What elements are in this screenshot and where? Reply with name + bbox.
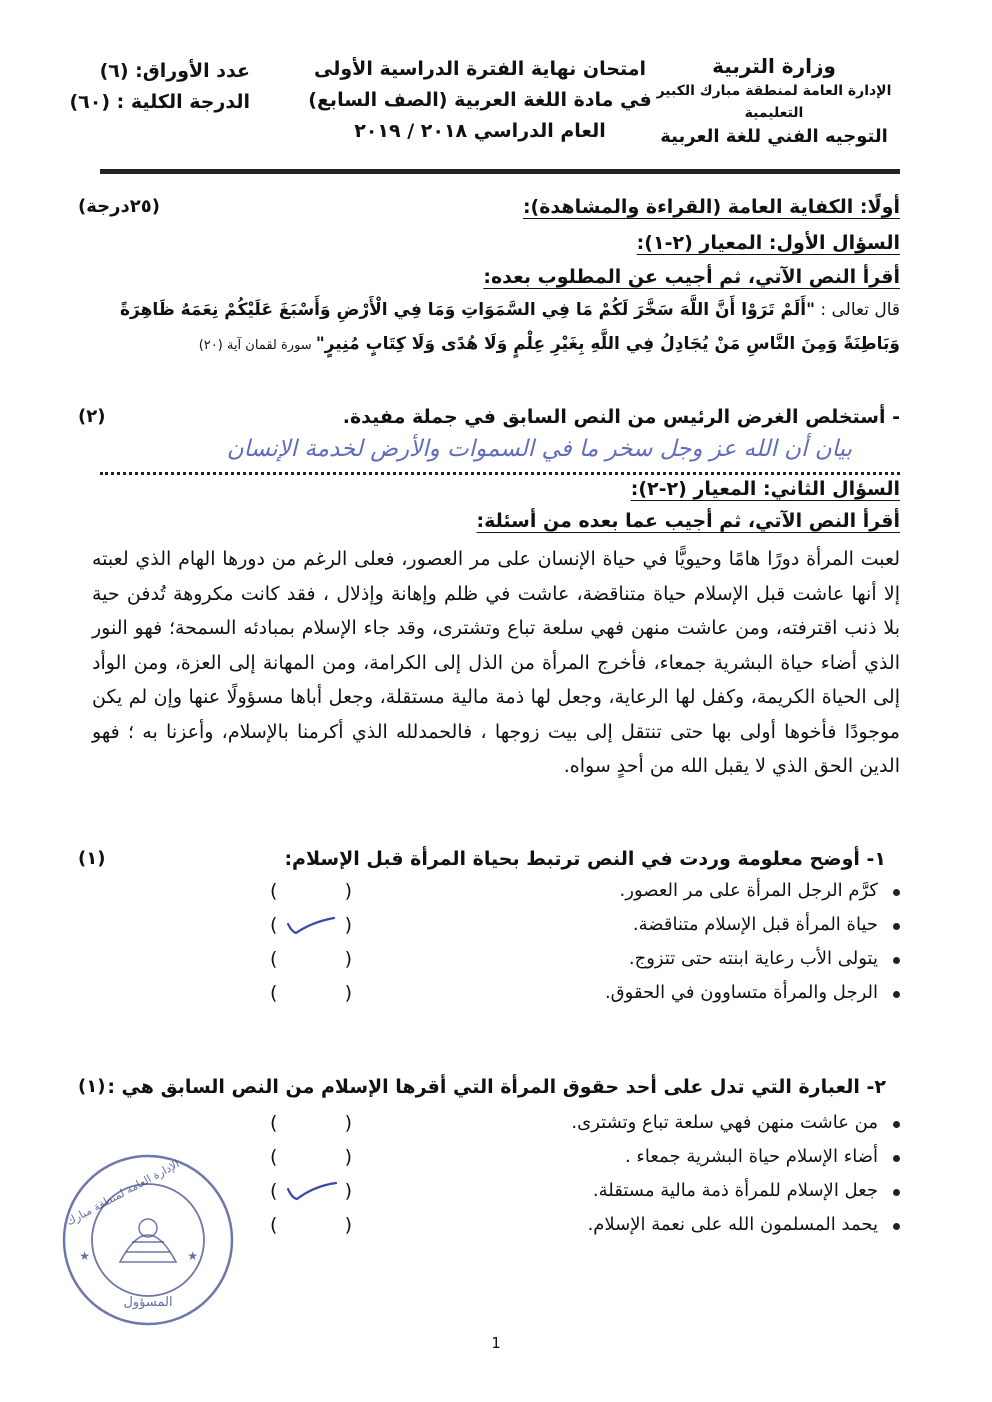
checkmark-icon (282, 1180, 340, 1202)
ministry-name: وزارة التربية (712, 54, 836, 78)
verse-source: سورة لقمان آية (٢٠) (198, 338, 316, 353)
svg-text:★: ★ (79, 1249, 90, 1263)
page-number: 1 (491, 1334, 501, 1352)
exam-title: امتحان نهاية الفترة الدراسية الأولى (314, 58, 646, 80)
item1-marks: (١) (78, 848, 106, 869)
section-marks: (٢٥درجة) (78, 196, 160, 217)
option-row: يحمد المسلمون الله على نعمة الإسلام. ( ) (80, 1208, 900, 1242)
question1-instruction: أقرأ النص الآتي، ثم أجيب عن المطلوب بعده: (483, 266, 900, 288)
option-text: يتولى الأب رعاية ابنته حتى تتزوج. (628, 948, 878, 969)
svg-text:الإدارة العامة لمنطقة مبارك: الإدارة العامة لمنطقة مبارك (64, 1157, 182, 1229)
option-text: حياة المرأة قبل الإسلام متناقضة. (632, 914, 878, 935)
option-text: الرجل والمرأة متساوون في الحقوق. (604, 982, 878, 1003)
option-row: يتولى الأب رعاية ابنته حتى تتزوج. ( ) (80, 942, 900, 976)
bullet (893, 889, 900, 896)
bullet (893, 1189, 900, 1196)
question1-title: السؤال الأول: المعيار (٢-١): (636, 232, 900, 254)
option-row: أضاء الإسلام حياة البشرية جمعاء . ( ) (80, 1140, 900, 1174)
item2-question: ٢- العبارة التي تدل على أحد حقوق المرأة التي أقرها الإسلام من النص السابق هي : (107, 1076, 886, 1098)
option-text: كرَّم الرجل المرأة على مر العصور. (619, 880, 878, 901)
option-text: جعل الإسلام للمرأة ذمة مالية مستقلة. (592, 1180, 878, 1201)
item1-options (80, 874, 900, 1010)
header-info-block (60, 56, 250, 118)
bullet (893, 1223, 900, 1230)
total-marks: الدرجة الكلية : (٦٠) (69, 91, 250, 113)
verse-text: "أَلَمْ تَرَوْا أَنَّ اللَّهَ سَخَّرَ لَكُمْ مَا فِي السَّمَوَاتِ وَمَا فِي الْأَرْضِ وَأَسْبَغَ عَلَيْكُمْ نِعَمَهُ ظَاهِرَةً وَبَاطِنَةً وَمِنَ النَّاسِ مَنْ يُجَادِلُ فِي اللَّهِ بِغَيْرِ عِلْمٍ وَلَا هُدًى وَلَا كِتَابٍ مُنِيرٍ" (119, 300, 900, 354)
official-stamp-icon (58, 1150, 238, 1330)
header-ministry-block (644, 52, 904, 150)
option-row: حياة المرأة قبل الإسلام متناقضة. ( ) (80, 908, 900, 942)
directorate-name: الإدارة العامة لمنطقة مبارك الكبير التعليمية (656, 83, 892, 121)
handwritten-answer: بيان أن الله عز وجل سخر ما في السموات والأرض لخدمة الإنسان (226, 436, 852, 462)
reading-passage: لعبت المرأة دورًا هامًا وحيويًّا في حياة الإنسان على مر العصور، فعلى الرغم من دورها الهام الذي لعبته إلا أنها عاشت قبل الإسلام حياة متناقضة، عاشت في ظلم وإهانة وإذلال ، فقد كانت مكروهة تُدفن حية بلا ذنب اقترفته، ومن عاشت منهن فهي سلعة تباع وتشترى، وقد جاء الإسلام بمبادئه السمحة؛ فهو النور الذي أضاء حياة البشرية جمعاء، فأخرج المرأة من الذل إلى الكرامة، ومن المهانة إلى العزة، ومن الوأد إلى الحياة الكريمة، وكفل لها الرعاية، وجعل لها ذمة مالية مستقلة، وجعل أباها مسؤولًا عنها وإن لم يكن موجودًا فأخوها أولى بها حتى تنتقل إلى بيت زوجها ، فالحمدلله الذي أكرمنا بالإسلام، وأعزنا به ؛ فهو الدين الحق الذي لا يقبل الله من أحدٍ سواه. (92, 548, 900, 777)
bullet (893, 923, 900, 930)
exam-subject: في مادة اللغة العربية (الصف السابع) (308, 89, 652, 111)
option-text: أضاء الإسلام حياة البشرية جمعاء . (624, 1146, 878, 1167)
option-row: جعل الإسلام للمرأة ذمة مالية مستقلة. ( ) (80, 1174, 900, 1208)
item1-question: ١- أوضح معلومة وردت في النص ترتبط بحياة المرأة قبل الإسلام: (284, 848, 886, 870)
bullet (893, 1121, 900, 1128)
option-text: من عاشت منهن فهي سلعة تباع وتشترى. (571, 1112, 878, 1133)
question2-instruction: أقرأ النص الآتي، ثم أجيب عما بعده من أسئلة: (476, 510, 900, 532)
svg-text:★: ★ (187, 1249, 198, 1263)
option-text: يحمد المسلمون الله على نعمة الإسلام. (587, 1214, 878, 1235)
question1-task-marks: (٢) (78, 406, 106, 427)
option-row: كرَّم الرجل المرأة على مر العصور. ( ) (80, 874, 900, 908)
bullet (893, 991, 900, 998)
question1-task: - أستخلص الغرض الرئيس من النص السابق في جملة مفيدة. (342, 406, 900, 428)
header-exam-block (300, 54, 660, 147)
item2-marks: (١) (78, 1076, 106, 1097)
department-name: التوجيه الفني للغة العربية (660, 126, 888, 147)
option-row: من عاشت منهن فهي سلعة تباع وتشترى. ( ) (80, 1106, 900, 1140)
verse-intro: قال تعالى : (814, 300, 900, 320)
exam-year: العام الدراسي ٢٠١٨ / ٢٠١٩ (354, 120, 606, 142)
pages-count: عدد الأوراق: (٦) (99, 60, 250, 82)
section-title: أولًا: الكفاية العامة (القراءة والمشاهدة): (522, 196, 900, 218)
option-row: الرجل والمرأة متساوون في الحقوق. ( ) (80, 976, 900, 1010)
header-divider (100, 169, 900, 174)
quran-verse-block (92, 293, 900, 363)
question2-title: السؤال الثاني: المعيار (٢-٢): (630, 478, 900, 500)
bullet (893, 1155, 900, 1162)
svg-text:المسؤول: المسؤول (123, 1295, 173, 1310)
bullet (893, 957, 900, 964)
checkmark-icon (282, 914, 340, 936)
